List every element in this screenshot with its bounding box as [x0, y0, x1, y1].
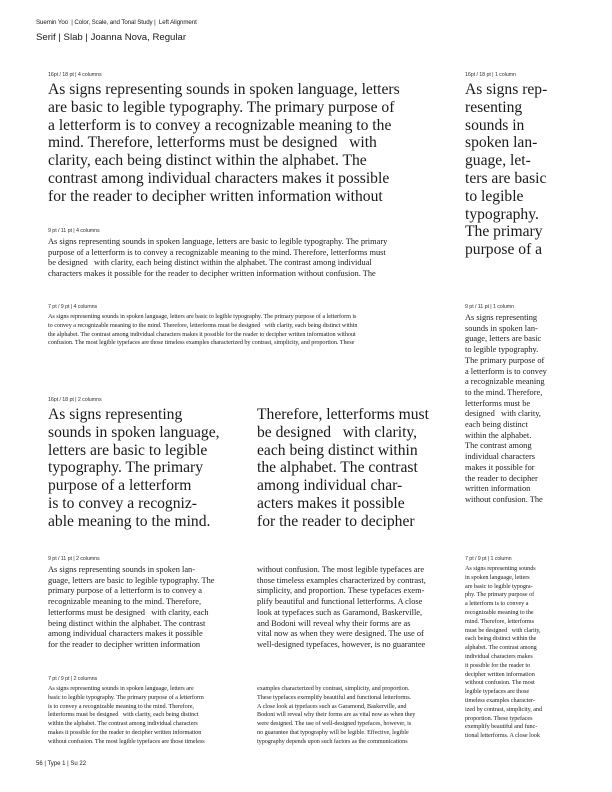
text-line: ized by contrast, simplicity, and: [465, 705, 542, 713]
text-line: basic to legible typography. The primary purpose of a letterform: [48, 693, 204, 701]
text-line: designed with clarity,: [465, 409, 541, 419]
text-line: letterforms must be designed with clarity, each being distinct: [48, 711, 199, 719]
text-line: individual characters: [465, 452, 535, 462]
specimen-column-2: [257, 565, 426, 651]
text-line: typography.: [465, 205, 539, 223]
text-line: a recognizable meaning: [465, 377, 545, 387]
specimen-9pt-2col: [48, 556, 426, 651]
text-line: are basic to legible typography. The primary purpose of: [48, 98, 395, 116]
text-line: be designed with clarity,: [257, 423, 418, 441]
text-line: letters are basic to legible: [48, 441, 208, 459]
specimen-16pt-1col: [465, 72, 547, 259]
specimen-text: [48, 237, 387, 280]
text-line: be designed with clarity, each being distinct within the alphabet. The contrast among individual: [48, 258, 372, 268]
text-line: without confusion. The most legible typefaces are those timeless: [48, 737, 205, 745]
text-line: each being distinct within the: [465, 635, 537, 643]
text-line: typography. The primary: [48, 459, 204, 477]
text-line: proportion. These typefaces: [465, 714, 533, 722]
text-line: As signs representing sounds in spoken language, letters are: [48, 685, 194, 692]
text-line: A close look at typefaces such as Garamond, Baskerville, and: [257, 702, 407, 710]
text-line: As signs representing sounds: [465, 565, 536, 572]
text-line: characters makes it possible for the reader to decipher written information without confusion. The: [48, 269, 376, 279]
specimen-column-1: [48, 406, 220, 531]
text-line: were designed. The use of well-designed typefaces, however, is: [257, 720, 412, 728]
specimen-text: [465, 81, 547, 259]
text-line: resenting: [465, 98, 523, 116]
text-line: examples characterized by contrast, simplicity, and proportion.: [257, 685, 410, 692]
text-line: for the reader to decipher written information: [48, 639, 201, 649]
text-line: recognizable meaning to the: [465, 608, 534, 616]
text-line: must be designed with clarity,: [465, 626, 541, 634]
text-line: tional letterforms. A close look: [465, 732, 540, 740]
text-line: As signs representing: [48, 406, 183, 423]
text-line: makes it possible for the reader to decipher written information: [48, 728, 202, 736]
text-line: a letterform is to convey a: [465, 600, 529, 608]
text-line: the reader to decipher: [465, 473, 538, 483]
text-line: The primary: [465, 223, 543, 241]
text-line: The contrast among: [465, 441, 532, 451]
text-line: to legible: [465, 187, 524, 205]
text-line: well-designed typefaces, however, is no guarantee: [257, 639, 426, 649]
text-line: purpose of a letterform is to convey a recognizable meaning to the mind. Therefore, letterforms must: [48, 247, 386, 257]
specimen-text: [465, 313, 547, 506]
text-line: written information: [465, 484, 531, 494]
text-line: As signs representing sounds in spoken language, letters: [48, 81, 400, 98]
text-line: the alphabet. The contrast among individual characters makes it possible for the reader to decipher written information without: [48, 330, 356, 338]
text-line: vital now as when they were designed. The use of: [257, 629, 424, 639]
text-line: letterforms must be designed with clarity, each: [48, 607, 209, 617]
text-line: legible typefaces are those: [465, 688, 530, 696]
text-line: makes it possible for: [465, 462, 535, 472]
text-line: As signs representing: [465, 313, 538, 322]
text-line: within the alphabet. The contrast among individual characters: [48, 720, 198, 728]
specimen-9pt-1col: [465, 304, 547, 506]
text-line: without confusion. The most legible typefaces are: [257, 565, 425, 574]
text-line: confusion. The most legible typefaces are those timeless examples characterized by contrast, simplicity, and proportion. These: [48, 339, 355, 347]
specimen-7pt-2col: [48, 676, 416, 747]
text-line: As signs representing sounds in spoken language, letters are basic to legible typography. The primary: [48, 237, 388, 246]
text-line: As signs representing sounds in spoken lan-: [48, 565, 196, 574]
text-line: among individual char-: [257, 477, 403, 495]
text-line: acters makes it possible: [257, 494, 405, 512]
text-line: and Bodoni will reveal why their forms are as: [257, 618, 411, 628]
text-line: individual characters makes: [465, 652, 533, 660]
page-title: Serif | Slab | Joanna Nova, Regular: [36, 32, 187, 43]
text-line: without confusion. The: [465, 494, 543, 504]
specimen-column-1: [48, 685, 205, 747]
text-line: the alphabet. The contrast: [257, 459, 418, 477]
text-line: mind. Therefore, letterforms must be designed with: [48, 134, 377, 152]
text-line: guage, letters are basic: [465, 334, 542, 344]
specimen-text: [48, 81, 400, 206]
text-line: each being distinct within: [257, 441, 418, 459]
text-line: clarity, each being distinct within the alphabet. The: [48, 152, 367, 170]
text-line: look at typefaces such as Garamond, Baskerville,: [257, 607, 423, 617]
specimen-label: 16pt / 18 pt | 2 columns: [48, 397, 102, 403]
text-line: is to convey a recogniz-: [48, 494, 197, 512]
specimen-16pt-2col: [48, 397, 429, 531]
text-line: exemplify beautiful and func-: [465, 723, 538, 731]
text-line: to the mind. Therefore,: [465, 387, 543, 397]
text-line: mind. Therefore, letterforms: [465, 617, 534, 625]
text-line: able meaning to the mind.: [48, 512, 211, 530]
text-line: simplicity, and proportion. These typefaces exem-: [257, 586, 425, 596]
text-line: primary purpose of a letterform is to convey a: [48, 586, 202, 596]
text-line: The primary purpose of: [465, 355, 545, 365]
text-line: recognizable meaning to the mind. Therefore,: [48, 597, 202, 607]
text-line: those timeless examples characterized by contrast,: [257, 575, 426, 585]
text-line: guage, let-: [465, 152, 531, 170]
text-line: each being distinct: [465, 420, 528, 430]
header-credit: Suemin Yoo | Color, Scale, and Tonal Study | Left Alignment: [36, 19, 197, 26]
specimen-label: 7 pt / 9 pt | 2 columns: [48, 676, 98, 682]
text-line: within the alphabet.: [465, 430, 532, 440]
text-line: timeless examples character-: [465, 696, 535, 704]
specimen-label: 9 pt / 11 pt | 2 columns: [48, 556, 100, 562]
specimen-9pt-4col: [48, 228, 387, 280]
text-line: a letterform is to convey a recognizable meaning to the: [48, 116, 392, 134]
specimen-label: 7 pt / 9 pt | 1 column: [465, 556, 512, 562]
specimen-text: [48, 313, 357, 348]
text-line: These typefaces exemplify beautiful and functional letterforms.: [257, 693, 412, 701]
text-line: ters are basic: [465, 169, 547, 187]
text-line: purpose of a letterform: [48, 477, 192, 495]
text-line: typography depends upon such factors as the communications: [257, 737, 408, 745]
text-line: are basic to legible typogra-: [465, 582, 533, 590]
specimen-column-2: [257, 685, 415, 747]
specimen-7pt-1col: [465, 556, 542, 741]
text-line: to convey a recognizable meaning to the mind. Therefore, letterforms must be designed with clarity, each being distinct within: [48, 321, 358, 329]
text-line: alphabet. The contrast among: [465, 644, 537, 652]
text-line: contrast among individual characters makes it possible: [48, 169, 390, 187]
text-line: decipher written information: [465, 670, 535, 678]
text-line: As signs rep-: [465, 81, 548, 98]
page-footer: 56 | Type 1 | Su 22: [36, 761, 87, 767]
text-line: plify beautiful and functional letterforms. A close: [257, 597, 423, 607]
text-line: Therefore, letterforms must: [257, 406, 429, 423]
text-line: in spoken language, letters: [465, 573, 530, 581]
text-line: guage, letters are basic to legible typography. The: [48, 575, 215, 585]
specimen-label: 16pt / 18 pt | 1 column: [465, 72, 516, 78]
specimen-column-1: [48, 565, 215, 651]
specimen-16pt-4col: [48, 72, 400, 206]
text-line: a letterform is to convey: [465, 366, 547, 376]
text-line: purpose of a: [465, 241, 543, 259]
text-line: it possible for the reader to: [465, 661, 531, 669]
text-line: sounds in: [465, 116, 525, 134]
text-line: sounds in spoken lan-: [465, 323, 538, 333]
specimen-column-2: [257, 406, 429, 531]
text-line: to legible typography.: [465, 345, 539, 355]
specimen-label: 9 pt / 11 pt | 4 columns: [48, 228, 100, 234]
text-line: being distinct within the alphabet. The contrast: [48, 618, 206, 628]
text-line: phy. The primary purpose of: [465, 591, 535, 599]
specimen-label: 7 pt / 9 pt | 4 columns: [48, 304, 98, 310]
text-line: As signs representing sounds in spoken language, letters are basic to legible typography. The primary purpose of a letterform is: [48, 313, 357, 320]
text-line: letterforms must be: [465, 398, 531, 408]
specimen-label: 16pt / 18 pt | 4 columns: [48, 72, 102, 78]
text-line: is to convey a recognizable meaning to the mind. Therefore,: [48, 702, 194, 710]
text-line: Bodoni will reveal why their forms are as vital now as when they: [257, 711, 416, 719]
specimen-label: 9 pt / 11 pt | 1 column: [465, 304, 515, 310]
specimen-7pt-4col: [48, 304, 357, 348]
text-line: for the reader to decipher: [257, 512, 415, 530]
text-line: spoken lan-: [465, 134, 538, 152]
text-line: for the reader to decipher written information without: [48, 187, 383, 205]
specimen-text: [465, 565, 542, 741]
text-line: sounds in spoken language,: [48, 423, 220, 441]
text-line: without confusion. The most: [465, 679, 535, 687]
text-line: among individual characters makes it possible: [48, 629, 203, 639]
text-line: no guarantee that typography will be legible. Effective, legible: [257, 728, 409, 736]
